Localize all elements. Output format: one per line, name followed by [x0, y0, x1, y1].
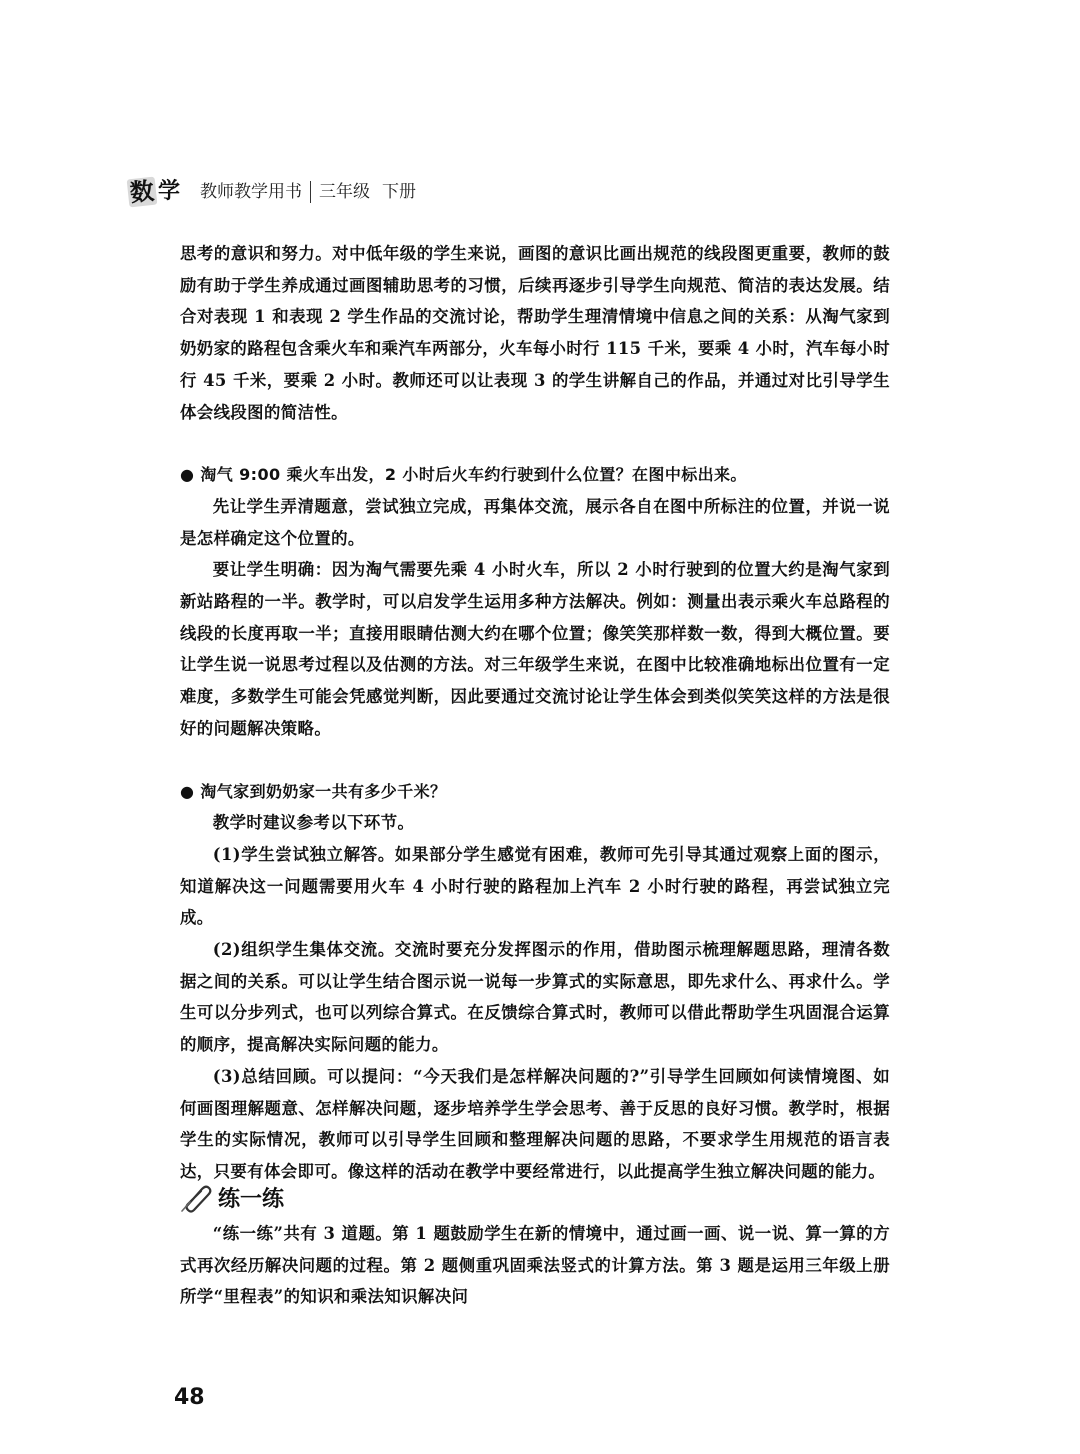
- practice-title-text: 练一练: [218, 1187, 285, 1212]
- question-2-heading: [180, 776, 890, 808]
- question-2-paragraph: 教学时建议参考以下环节。: [212, 813, 415, 833]
- question-1-heading: [180, 459, 890, 491]
- question-2-paragraph: (2)组织学生集体交流。交流时要充分发挥图示的作用，借助图示梳理解题思路，理清各数据之间的关系。可以让学生结合图示说一说每一步算式的实际意思，即先求什么、再求什么。学生可以分步列式，也可以列综合算式。在反馈综合算式时，教师可以借此帮助学生巩固混合运算的顺序，提高解决实际问题的能力。: [180, 940, 890, 1055]
- header-volume: 下册: [382, 182, 417, 202]
- practice-section-title: [180, 1182, 284, 1213]
- header-book-title: 教师教学用书: [200, 182, 303, 202]
- page-number: 48: [174, 1385, 205, 1410]
- running-header: [128, 175, 424, 209]
- bullet-icon: ●: [180, 465, 195, 485]
- paperclip-icon: [180, 1183, 214, 1213]
- question-2-paragraph: (1)学生尝试独立解答。如果部分学生感觉有困难，教师可先引导其通过观察上面的图示，知道解决这一问题需要用火车 4 小时行驶的路程加上汽车 2 小时行驶的路程，再尝试独立完成。: [180, 844, 890, 928]
- question-1-paragraph: 要让学生明确：因为淘气需要先乘 4 小时火车，所以 2 小时行驶到的位置大约是淘气家到新站路程的一半。教学时，可以启发学生运用多种方法解决。例如：测量出表示乘火车总路程的线段的长度再取一半；直接用眼睛估测大约在哪个位置；像笑笑那样数一数，得到大概位置。要让学生说一说思考过程以及估测的方法。对三年级学生来说，在图中比较准确地标出位置有一定难度，多数学生可能会凭感觉判断，因此要通过交流讨论让学生体会到类似笑笑这样的方法是很好的问题解决策略。: [180, 560, 890, 738]
- practice-paragraph: “练一练”共有 3 道题。第 1 题鼓励学生在新的情境中，通过画一画、说一说、算一算的方式再次经历解决问题的过程。第 2 题侧重巩固乘法竖式的计算方法。第 3 题是运用三年级上册所学“里程表”的知识和乘法知识解决问: [180, 1224, 890, 1307]
- question-1-paragraph: 先让学生弄清题意，尝试独立完成，再集体交流，展示各自在图中所标注的位置，并说一说是怎样确定这个位置的。: [180, 496, 890, 548]
- main-text: [180, 238, 890, 1188]
- logo-char-2: 学: [158, 179, 181, 204]
- question-1-text: 淘气 9:00 乘火车出发，2 小时后火车约行驶到什么位置？在图中标出来。: [200, 465, 747, 485]
- subject-logo: [128, 178, 182, 206]
- paragraph-continued: 思考的意识和努力。对中低年级的学生来说，画图的意识比画出规范的线段图更重要，教师的鼓励有助于学生养成通过画图辅助思考的习惯，后续再逐步引导学生向规范、简洁的表达发展。结合对表现 1 和表现 2 学生作品的交流讨论，帮助学生理清情境中信息之间的关系：从淘气家到奶奶家的路程包含乘火车和乘汽车两部分，火车每小时行 115 千米，要乘 4 小时，汽车每小时行 45 千米，要乘 2 小时。教师还可以让表现 3 的学生讲解自己的作品，并通过对比引导学生体会线段图的简洁性。: [180, 244, 890, 422]
- bullet-icon: ●: [180, 781, 195, 801]
- header-grade: 三年级: [310, 181, 378, 203]
- question-2-paragraph: (3)总结回顾。可以提问：“今天我们是怎样解决问题的?”引导学生回顾如何读情境图、如何画图理解题意、怎样解决问题，逐步培养学生学会思考、善于反思的良好习惯。教学时，根据学生的实际情况，教师可以引导学生回顾和整理解决问题的思路，不要求学生用规范的语言表达，只要有体会即可。像这样的活动在教学中要经常进行，以此提高学生独立解决问题的能力。: [180, 1066, 890, 1181]
- logo-char-1: 数: [128, 176, 156, 208]
- practice-text: [180, 1218, 890, 1313]
- question-2-text: 淘气家到奶奶家一共有多少千米？: [200, 781, 447, 801]
